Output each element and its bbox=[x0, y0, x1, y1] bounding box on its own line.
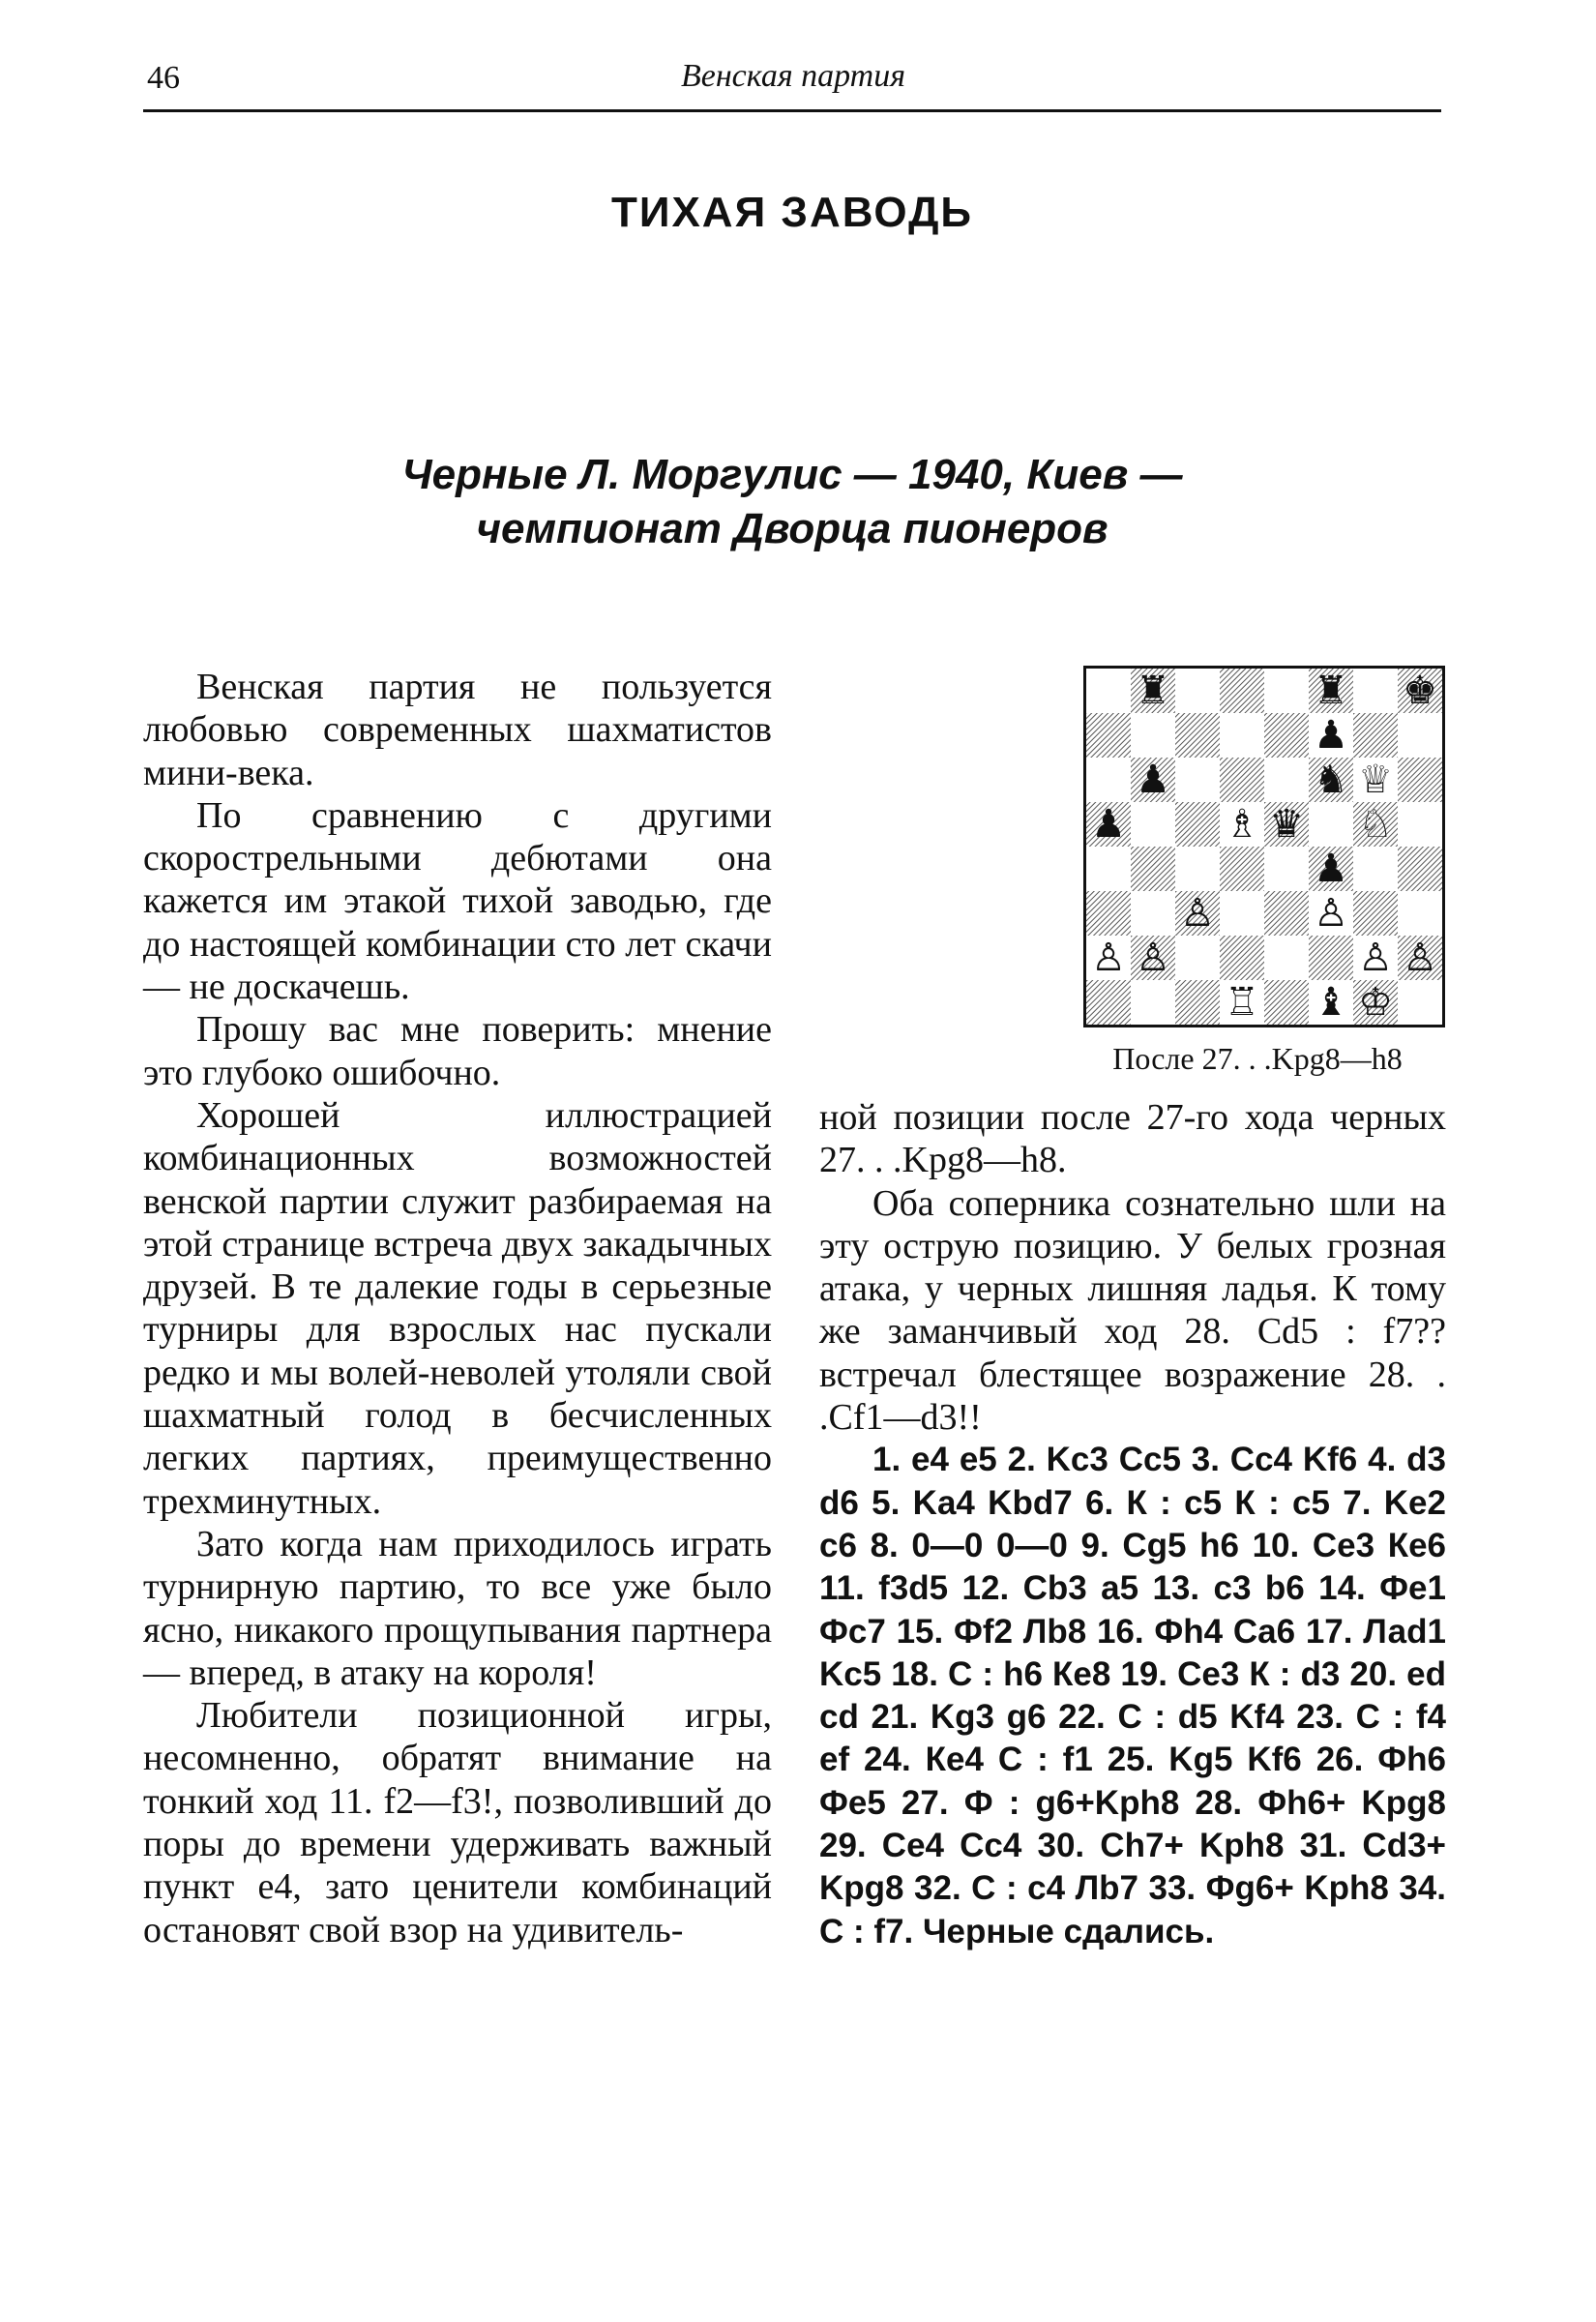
right-column bbox=[819, 1096, 1446, 1953]
board-square bbox=[1398, 980, 1442, 1025]
board-square bbox=[1175, 758, 1220, 802]
chess-piece-f3: ♙ bbox=[1314, 891, 1348, 936]
left-column bbox=[143, 666, 772, 1951]
board-square bbox=[1175, 713, 1220, 758]
board-square bbox=[1264, 936, 1309, 980]
board-square bbox=[1264, 847, 1309, 891]
board-square bbox=[1086, 758, 1131, 802]
chess-piece-d5: ♗ bbox=[1225, 802, 1259, 847]
board-square bbox=[1309, 802, 1353, 847]
chess-piece-f6: ♞ bbox=[1314, 758, 1348, 802]
subtitle-line-2: чемпионат Дворца пионеров bbox=[476, 505, 1108, 552]
board-square bbox=[1220, 936, 1264, 980]
paragraph: Любители позиционной игры, несомненно, обратят внимание на тонкий ход 11. f2—f3!, позволивший до поры до времени удерживать важный пункт е4, зато ценители комбинаций остановят свой взор на удивитель- bbox=[143, 1695, 772, 1950]
board-square bbox=[1175, 802, 1220, 847]
chess-piece-g2: ♙ bbox=[1358, 936, 1393, 980]
paragraph: Оба соперника сознательно шли на эту острую позицию. У белых грозная атака, у черных лишняя ладья. К тому же заманчивый ход 28. Cd5 : f7?? встречал блестящее возражение 28. . .Cf1—d3!! bbox=[819, 1182, 1446, 1439]
board-square bbox=[1131, 847, 1175, 891]
board-square bbox=[1131, 891, 1175, 936]
chess-board bbox=[1086, 669, 1442, 1025]
board-square bbox=[1131, 980, 1175, 1025]
board-square bbox=[1175, 980, 1220, 1025]
board-square bbox=[1220, 758, 1264, 802]
paragraph-continuation: ной позиции после 27-го хода черных 27. . .Kpg8—h8. bbox=[819, 1097, 1446, 1181]
board-square bbox=[1264, 980, 1309, 1025]
header-rule bbox=[143, 109, 1441, 112]
board-square bbox=[1220, 891, 1264, 936]
chess-piece-d1: ♖ bbox=[1225, 980, 1259, 1025]
board-square bbox=[1353, 669, 1398, 713]
board-square bbox=[1175, 936, 1220, 980]
paragraph: Прошу вас мне поверить: мнение это глубоко ошибочно. bbox=[143, 1009, 772, 1093]
paragraph: Венская партия не пользуется любовью современных шахматистов мини-века. bbox=[143, 667, 772, 793]
board-square bbox=[1398, 847, 1442, 891]
chess-piece-h8: ♚ bbox=[1403, 669, 1437, 713]
chess-piece-f8: ♜ bbox=[1314, 669, 1348, 713]
board-square bbox=[1131, 713, 1175, 758]
diagram-caption: После 27. . .Kpg8—h8 bbox=[1112, 1041, 1403, 1076]
board-square bbox=[1353, 891, 1398, 936]
board-square bbox=[1220, 847, 1264, 891]
board-square bbox=[1086, 847, 1131, 891]
board-square bbox=[1398, 758, 1442, 802]
chess-piece-h2: ♙ bbox=[1403, 936, 1437, 980]
chess-piece-a2: ♙ bbox=[1091, 936, 1126, 980]
chess-piece-c3: ♙ bbox=[1180, 891, 1215, 936]
board-square bbox=[1398, 802, 1442, 847]
board-square bbox=[1175, 847, 1220, 891]
subtitle-line-1: Черные Л. Моргулис — 1940, Киев — bbox=[401, 451, 1183, 498]
board-square bbox=[1086, 891, 1131, 936]
board-square bbox=[1086, 980, 1131, 1025]
article-title: ТИХАЯ ЗАВОДЬ bbox=[610, 189, 974, 236]
board-square bbox=[1398, 891, 1442, 936]
chess-piece-a5: ♟ bbox=[1091, 802, 1126, 847]
board-square bbox=[1264, 713, 1309, 758]
board-square bbox=[1220, 713, 1264, 758]
chess-piece-g1: ♔ bbox=[1358, 980, 1393, 1025]
chess-piece-b2: ♙ bbox=[1136, 936, 1170, 980]
chess-piece-g5: ♘ bbox=[1358, 802, 1393, 847]
board-square bbox=[1353, 713, 1398, 758]
paragraph: По сравнению с другими скорострельными дебютами она кажется им этакой тихой заводью, где до настоящей комбинации сто лет скачи — не доскачешь. bbox=[143, 794, 772, 1008]
chess-piece-f4: ♟ bbox=[1314, 847, 1348, 891]
page-number: 46 bbox=[147, 60, 180, 96]
board-square bbox=[1264, 758, 1309, 802]
chess-piece-f1: ♝ bbox=[1314, 980, 1348, 1025]
board-square bbox=[1131, 802, 1175, 847]
chess-piece-e5: ♛ bbox=[1269, 802, 1304, 847]
board-square bbox=[1264, 891, 1309, 936]
paragraph: Хорошей иллюстрацией комбинационных возможностей венской партии служит разбираемая на этой странице встреча двух закадычных друзей. В те далекие годы в серьезные турниры для взрослых нас пускали редко и мы волей-неволей утоляли свой шахматный голод в бесчисленных легких партиях, преимущественно трехминутных. bbox=[143, 1094, 772, 1522]
board-square bbox=[1309, 936, 1353, 980]
board-square bbox=[1086, 713, 1131, 758]
chess-piece-b8: ♜ bbox=[1136, 669, 1170, 713]
chess-diagram bbox=[1083, 666, 1445, 1027]
board-square bbox=[1220, 669, 1264, 713]
board-square bbox=[1086, 669, 1131, 713]
board-square bbox=[1264, 669, 1309, 713]
game-moves: 1. е4 е5 2. Kc3 Cc5 3. Cc4 Kf6 4. d3 d6 5. Ka4 Kbd7 6. К : с5 К : с5 7. Ke2 с6 8. 0—0 0—0 9. Cg5 h6 10. Се3 Ке6 11. f3d5 12. Cb3 a5 13. c3 b6 14. Фе1 Фс7 15. Фf2 Лb8 16. Фh4 Ca6 17. Лаd1 Kc5 18. С : h6 Ке8 19. Се3 К : d3 20. ed cd 21. Kg3 g6 22. С : d5 Kf4 23. С : f4 ef 24. Ке4 С : f1 25. Kg5 Kf6 26. Фh6 Фе5 27. Ф : g6+Kph8 28. Фh6+ Kpg8 29. Се4 Cc4 30. Ch7+ Kph8 31. Cd3+ Kpg8 32. С : с4 Лb7 33. Фg6+ Kph8 34. С : f7. Черные сдались. bbox=[819, 1441, 1446, 1950]
paragraph: Зато когда нам приходилось играть турнирную партию, то все уже было ясно, никакого прощупывания партнера — вперед, в атаку на короля! bbox=[143, 1523, 772, 1693]
board-square bbox=[1353, 847, 1398, 891]
board-square bbox=[1398, 713, 1442, 758]
game-subtitle bbox=[143, 448, 1441, 556]
chess-piece-g6: ♕ bbox=[1358, 758, 1393, 802]
running-title: Венская партия bbox=[680, 58, 906, 94]
chess-piece-b6: ♟ bbox=[1136, 758, 1170, 802]
board-square bbox=[1175, 669, 1220, 713]
chess-piece-f7: ♟ bbox=[1314, 713, 1348, 758]
